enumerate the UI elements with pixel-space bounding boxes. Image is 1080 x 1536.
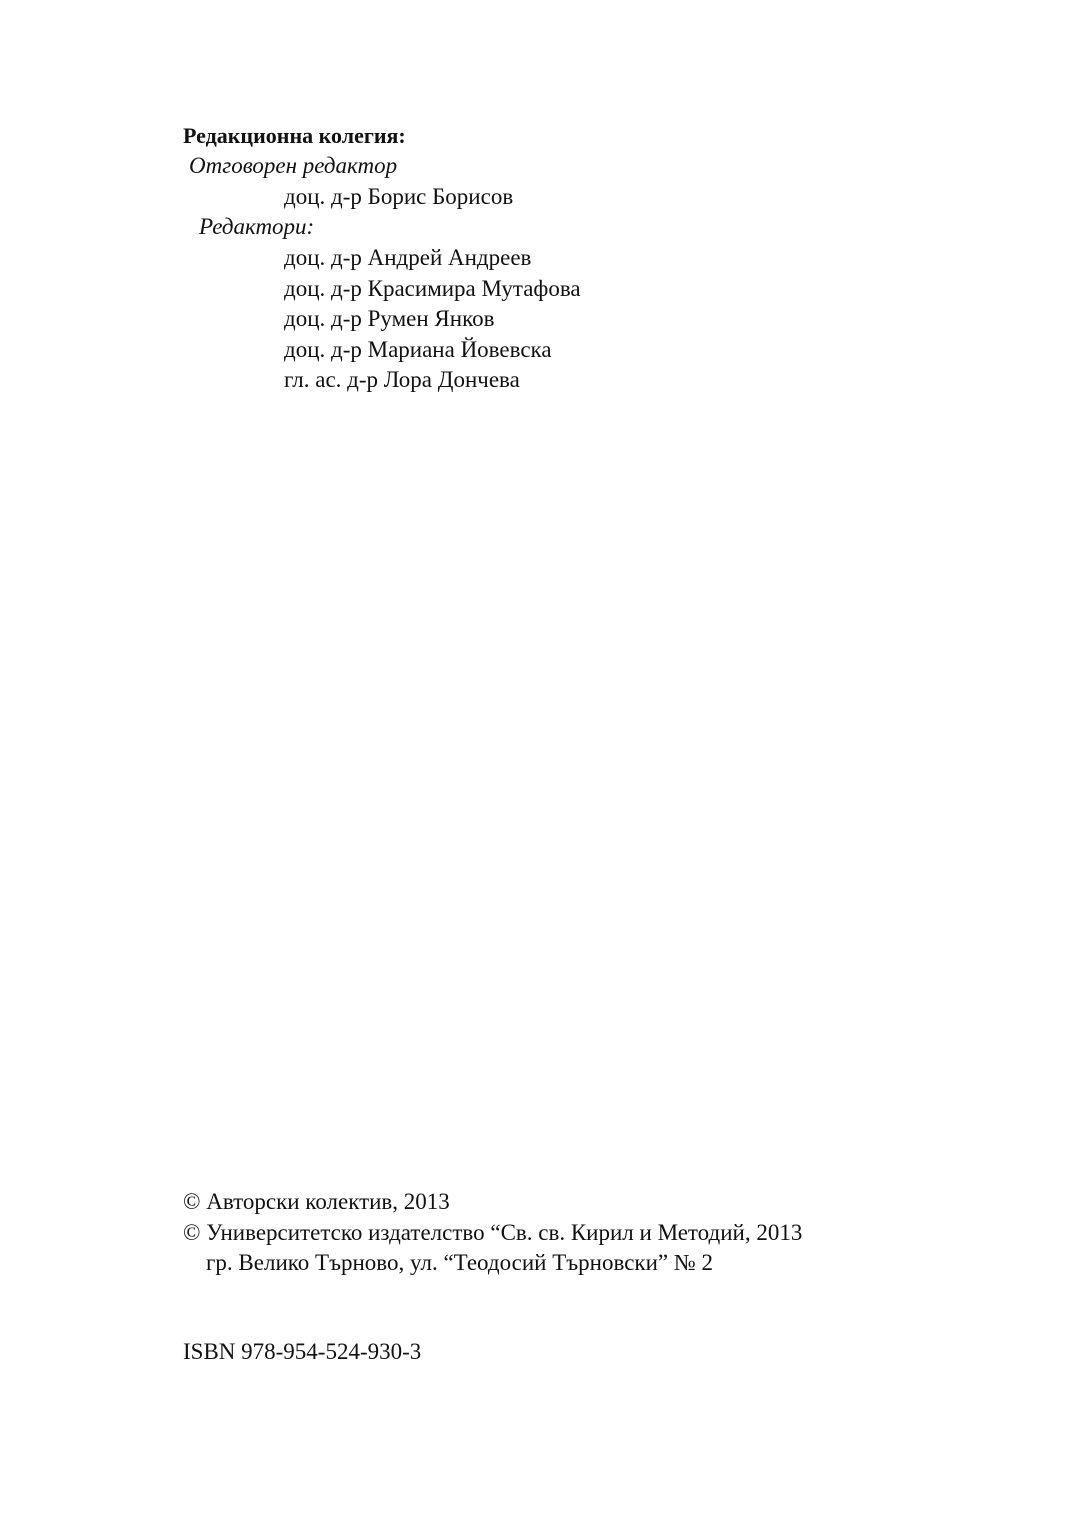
copyright-authors: © Авторски колектив, 2013 bbox=[183, 1189, 450, 1214]
editorial-board-heading: Редакционна колегия: bbox=[183, 123, 406, 148]
editors-label: Редактори: bbox=[199, 214, 315, 239]
isbn: ISBN 978-954-524-930-3 bbox=[183, 1339, 422, 1364]
editor-name: доц. д-р Румен Янков bbox=[284, 306, 495, 331]
editor-name: доц. д-р Андрей Андреев bbox=[284, 245, 532, 270]
editor-name: доц. д-р Красимира Мутафова bbox=[284, 276, 581, 301]
editor-name: доц. д-р Мариана Йовевска bbox=[284, 337, 552, 362]
copyright-publisher: © Университетско издателство “Св. св. Кирил и Методий, 2013 bbox=[183, 1220, 803, 1245]
chief-editor-name: доц. д-р Борис Борисов bbox=[284, 184, 514, 209]
publisher-address: гр. Велико Търново, ул. “Теодосий Търновски” № 2 bbox=[206, 1250, 714, 1275]
editor-name: гл. ас. д-р Лора Дончева bbox=[284, 367, 520, 392]
chief-editor-label: Отговорен редактор bbox=[189, 153, 398, 178]
